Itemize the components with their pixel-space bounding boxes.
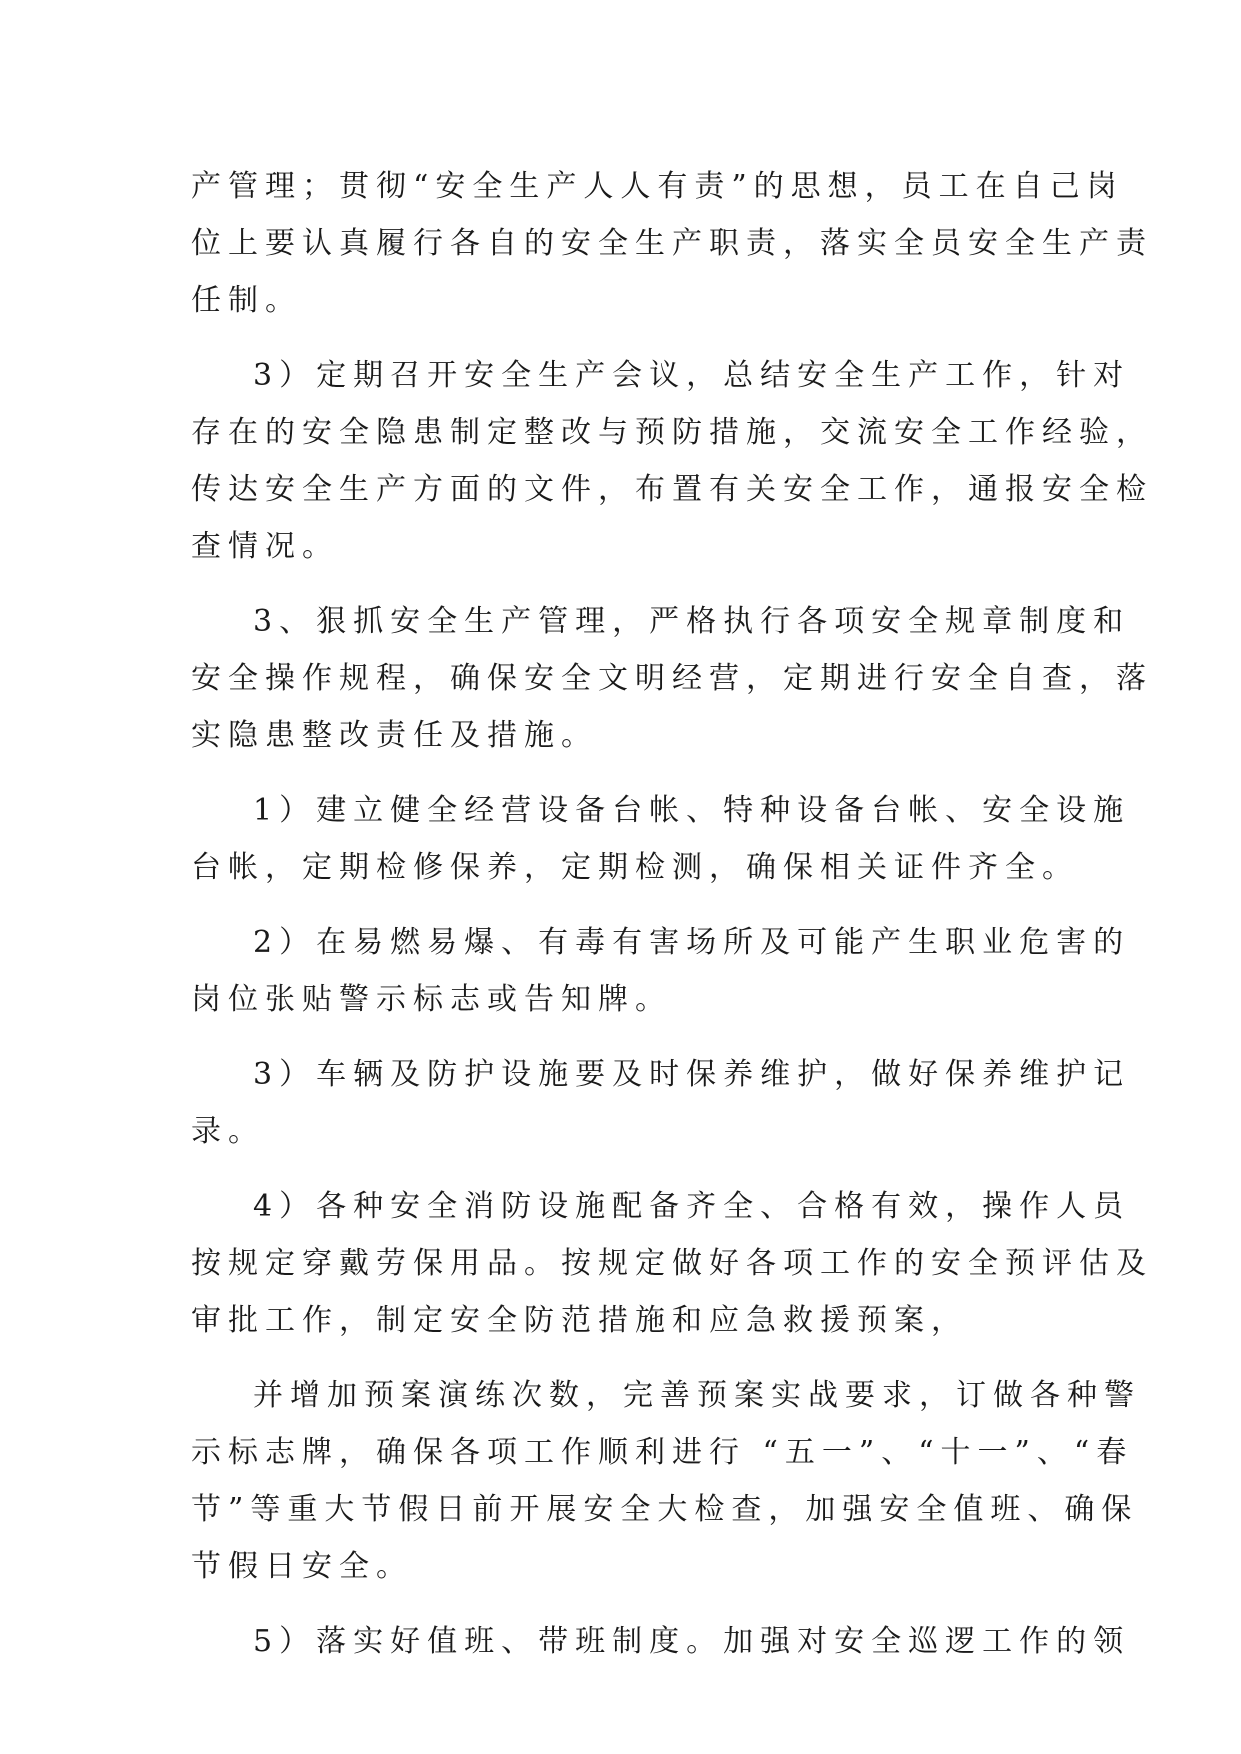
text-line: 产管理；贯彻“安全生产人人有责”的思想，员工在自己岗 xyxy=(191,169,1124,204)
text-line: 3、狠抓安全生产管理，严格执行各项安全规章制度和 xyxy=(253,604,1131,639)
text-line: 示标志牌，确保各项工作顺利进行 “五一”、“十一”、“春 xyxy=(191,1435,1134,1470)
text-line: 1）建立健全经营设备台帐、特种设备台帐、安全设施 xyxy=(253,793,1131,828)
text-line: 实隐患整改责任及措施。 xyxy=(191,718,598,753)
text-line: 5）落实好值班、带班制度。加强对安全巡逻工作的领 xyxy=(253,1624,1131,1659)
text-line: 2）在易燃易爆、有毒有害场所及可能产生职业危害的 xyxy=(253,925,1131,960)
text-line: 3）车辆及防护设施要及时保养维护，做好保养维护记 xyxy=(253,1057,1131,1092)
text-line: 3）定期召开安全生产会议，总结安全生产工作，针对 xyxy=(253,358,1131,393)
text-line: 节假日安全。 xyxy=(191,1549,413,1584)
text-line: 台帐，定期检修保养，定期检测，确保相关证件齐全。 xyxy=(191,850,1079,885)
text-line: 节”等重大节假日前开展安全大检查，加强安全值班、确保 xyxy=(191,1492,1139,1527)
document-body xyxy=(191,158,1153,1670)
text-line: 审批工作，制定安全防范措施和应急救援预案， xyxy=(191,1303,968,1338)
text-line: 岗位张贴警示标志或告知牌。 xyxy=(191,982,672,1017)
text-line: 4）各种安全消防设施配备齐全、合格有效，操作人员 xyxy=(253,1189,1131,1224)
text-line: 位上要认真履行各自的安全生产职责，落实全员安全生产责 xyxy=(191,226,1153,261)
text-line: 查情况。 xyxy=(191,529,339,564)
text-line: 并增加预案演练次数，完善预案实战要求，订做各种警 xyxy=(253,1378,1141,1413)
text-line: 按规定穿戴劳保用品。按规定做好各项工作的安全预评估及 xyxy=(191,1246,1153,1281)
text-line: 任制。 xyxy=(191,283,302,318)
text-line: 录。 xyxy=(191,1114,265,1149)
text-line: 传达安全生产方面的文件，布置有关安全工作，通报安全检 xyxy=(191,472,1153,507)
text-line: 安全操作规程，确保安全文明经营，定期进行安全自查，落 xyxy=(191,661,1153,696)
text-line: 存在的安全隐患制定整改与预防措施，交流安全工作经验， xyxy=(191,415,1153,450)
